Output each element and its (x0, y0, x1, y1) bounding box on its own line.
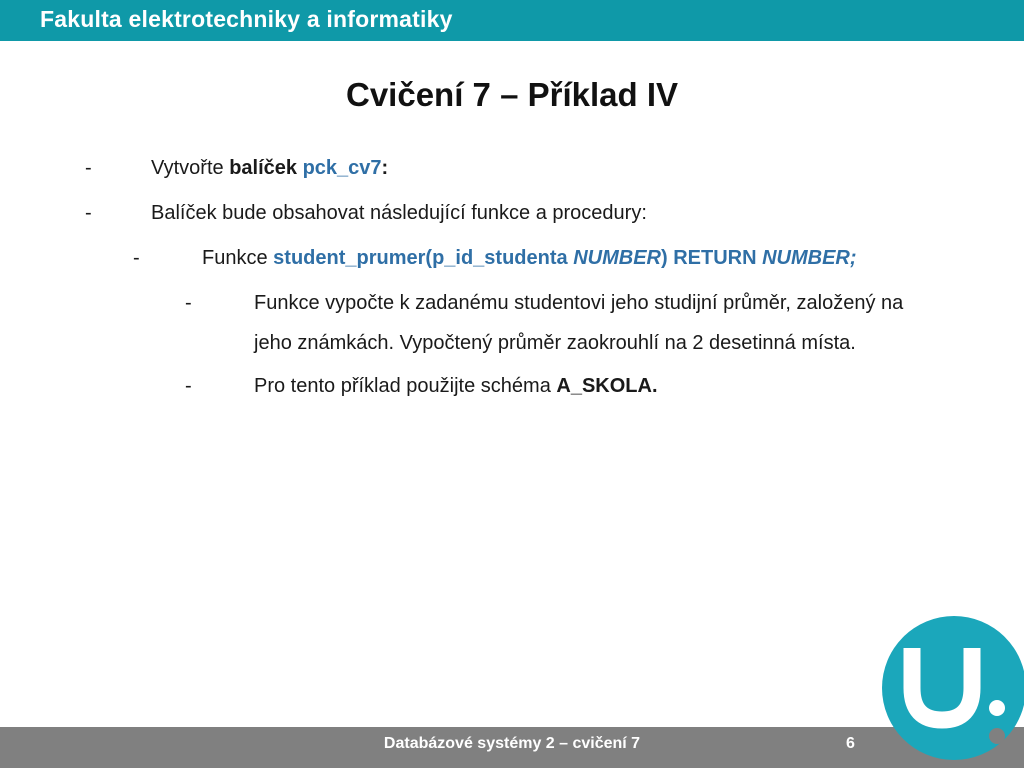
return-type: NUMBER; (762, 247, 857, 269)
bullet-prefix: Vytvořte (151, 157, 230, 179)
bullet-prefix: Funkce (202, 247, 274, 269)
colon: : (381, 157, 389, 179)
bullet-text-line1: Funkce vypočte k zadanému studentovi jeho studijní průměr, založený na (254, 292, 904, 314)
bullet-dash: - (85, 157, 92, 179)
function-signature-part2: ) RETURN (660, 247, 763, 269)
param-type: NUMBER (573, 247, 661, 269)
slide-title: Cvičení 7 – Příklad IV (346, 76, 678, 113)
header-bar (0, 0, 1024, 41)
page-number: 6 (846, 735, 855, 752)
bullet-text (151, 146, 388, 190)
function-signature-part1: student_prumer(p_id_studenta (273, 247, 574, 269)
bullet-text (202, 236, 857, 280)
bullet-function-description (0, 281, 1024, 369)
bullet-text-line2: jeho známkách. Vypočtený průměr zaokrouhlí na 2 desetinná místa. (254, 332, 856, 354)
bullet-schema (0, 364, 1024, 408)
bullet-prefix: Pro tento příklad použijte schéma (254, 375, 557, 397)
bullet-text: Balíček bude obsahovat následující funkce a procedury: (151, 202, 647, 224)
footer-course-title: Databázové systémy 2 – cvičení 7 (383, 735, 641, 752)
footer-bar (0, 727, 1024, 768)
bullet-create-package (0, 146, 1024, 190)
bullet-text (254, 364, 658, 408)
bullet-dash: - (185, 375, 192, 397)
schema-name: A_SKOLA. (556, 375, 658, 397)
keyword-package: balíček (229, 157, 298, 179)
bullet-package-contents (0, 191, 1024, 235)
bullet-dash: - (185, 292, 192, 314)
faculty-title: Fakulta elektrotechniky a informatiky (40, 6, 453, 32)
university-logo (880, 612, 1024, 768)
bullet-function-signature (0, 236, 1024, 280)
bullet-dash: - (133, 247, 140, 269)
package-name: pck_cv7 (302, 157, 382, 179)
bullet-dash: - (85, 202, 92, 224)
